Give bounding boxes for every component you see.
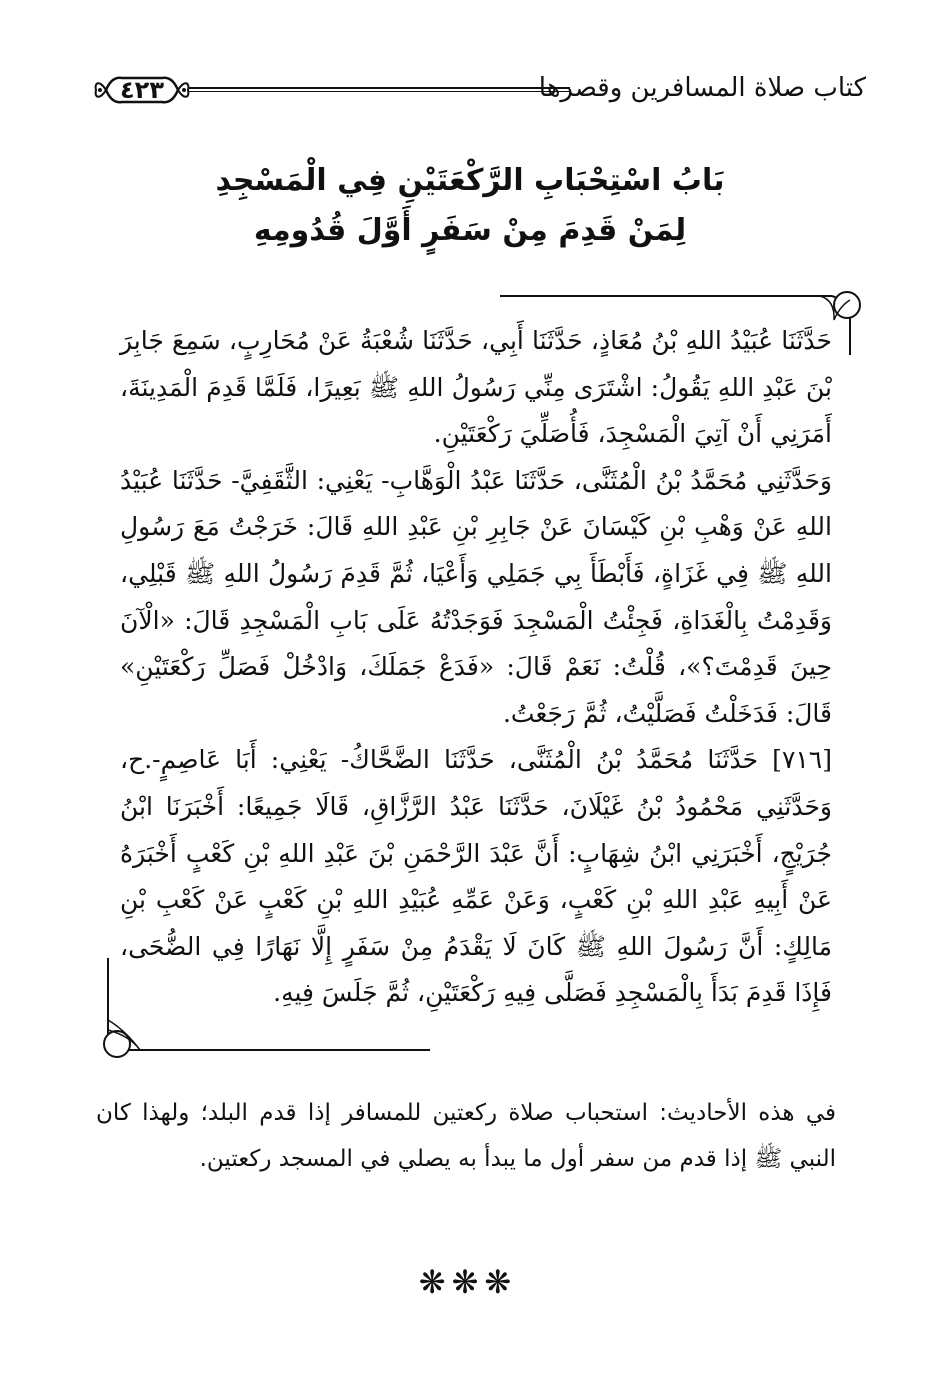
chapter-title-line-2: لِمَنْ قَدِمَ مِنْ سَفَرٍ أَوَّلَ قُدُومِهِ	[253, 213, 687, 248]
hadith-paragraph-3: [٧١٦] حَدَّثَنَا مُحَمَّدُ بْنُ الْمُثَنَّى، حَدَّثَنَا الضَّحَّاكُ- يَعْنِي: أَبَا عَاصِمٍ-.ح، وَحَدَّثَنِي مَحْمُودُ بْنُ غَيْلَانَ، حَدَّثَنَا عَبْدُ الرَّزَّاقِ، قَالَا جَمِيعًا: أَخْبَرَنَا ابْنُ جُرَيْجٍ، أَخْبَرَنِي ابْنُ شِهَابٍ: أَنَّ عَبْدَ الرَّحْمَنِ بْنَ عَبْدِ اللهِ بْنِ كَعْبٍ أَخْبَرَهُ عَنْ أَبِيهِ عَبْدِ اللهِ بْنِ كَعْبٍ، وَعَنْ عَمِّهِ عُبَيْدِ اللهِ بْنِ كَعْبٍ عَنْ كَعْبِ بْنِ مَالِكٍ: أَنَّ رَسُولَ اللهِ ﷺ كَانَ لَا يَقْدَمُ مِنْ سَفَرٍ إِلَّا نَهَارًا فِي الضُّحَى، فَإِذَا قَدِمَ بَدَأَ بِالْمَسْجِدِ فَصَلَّى فِيهِ رَكْعَتَيْنِ، ثُمَّ جَلَسَ فِيهِ.	[120, 745, 832, 1008]
hadith-paragraph-2: وَحَدَّثَنِي مُحَمَّدُ بْنُ الْمُثَنَّى، حَدَّثَنَا عَبْدُ الْوَهَّابِ- يَعْنِي: الثَّقَفِيَّ- حَدَّثَنَا عُبَيْدُ اللهِ عَنْ وَهْبِ بْنِ كَيْسَانَ عَنْ جَابِرِ بْنِ عَبْدِ اللهِ قَالَ: خَرَجْتُ مَعَ رَسُولِ اللهِ ﷺ فِي غَزَاةٍ، فَأَبْطَأَ بِي جَمَلِي وَأَعْيَا، ثُمَّ قَدِمَ رَسُولُ اللهِ ﷺ قَبْلِي، وَقَدِمْتُ بِالْغَدَاةِ، فَجِئْتُ الْمَسْجِدَ فَوَجَدْتُهُ عَلَى بَابِ الْمَسْجِدِ قَالَ: «الْآنَ حِينَ قَدِمْتَ؟»، قُلْتُ: نَعَمْ قَالَ: «فَدَعْ جَمَلَكَ، وَادْخُلْ فَصَلِّ رَكْعَتَيْنِ» قَالَ: فَدَخَلْتُ فَصَلَّيْتُ، ثُمَّ رَجَعْتُ.	[120, 465, 832, 728]
commentary-block	[96, 1090, 836, 1182]
commentary-text: في هذه الأحاديث: استحباب صلاة ركعتين للمسافر إذا قدم البلد؛ ولهذا كان النبي ﷺ إذا قدم من سفر أول ما يبدأ به يصلي في المسجد ركعتين.	[96, 1100, 836, 1172]
frame-bottom-rule	[108, 1040, 430, 1050]
hadith-text-block	[120, 318, 832, 1017]
end-ornament-stars-icon: ❋❋❋	[418, 1263, 518, 1301]
frame-top-right-circle-icon	[834, 292, 860, 318]
page-number: ٤٢٣	[120, 76, 164, 104]
chapter-title-line-1: بَابُ اسْتِحْبَابِ الرَّكْعَتَيْنِ فِي الْمَسْجِدِ	[215, 163, 725, 198]
hadith-paragraph-1: حَدَّثَنَا عُبَيْدُ اللهِ بْنُ مُعَاذٍ، حَدَّثَنَا أَبِي، حَدَّثَنَا شُعْبَةُ عَنْ مُحَارِبٍ، سَمِعَ جَابِرَ بْنَ عَبْدِ اللهِ يَقُولُ: اشْتَرَى مِنِّي رَسُولُ اللهِ ﷺ بَعِيرًا، فَلَمَّا قَدِمَ الْمَدِينَةَ، أَمَرَنِي أَنْ آتِيَ الْمَسْجِدَ، فَأُصَلِّيَ رَكْعَتَيْنِ.	[120, 326, 832, 449]
running-title: كتاب صلاة المسافرين وقصرها	[538, 73, 866, 103]
